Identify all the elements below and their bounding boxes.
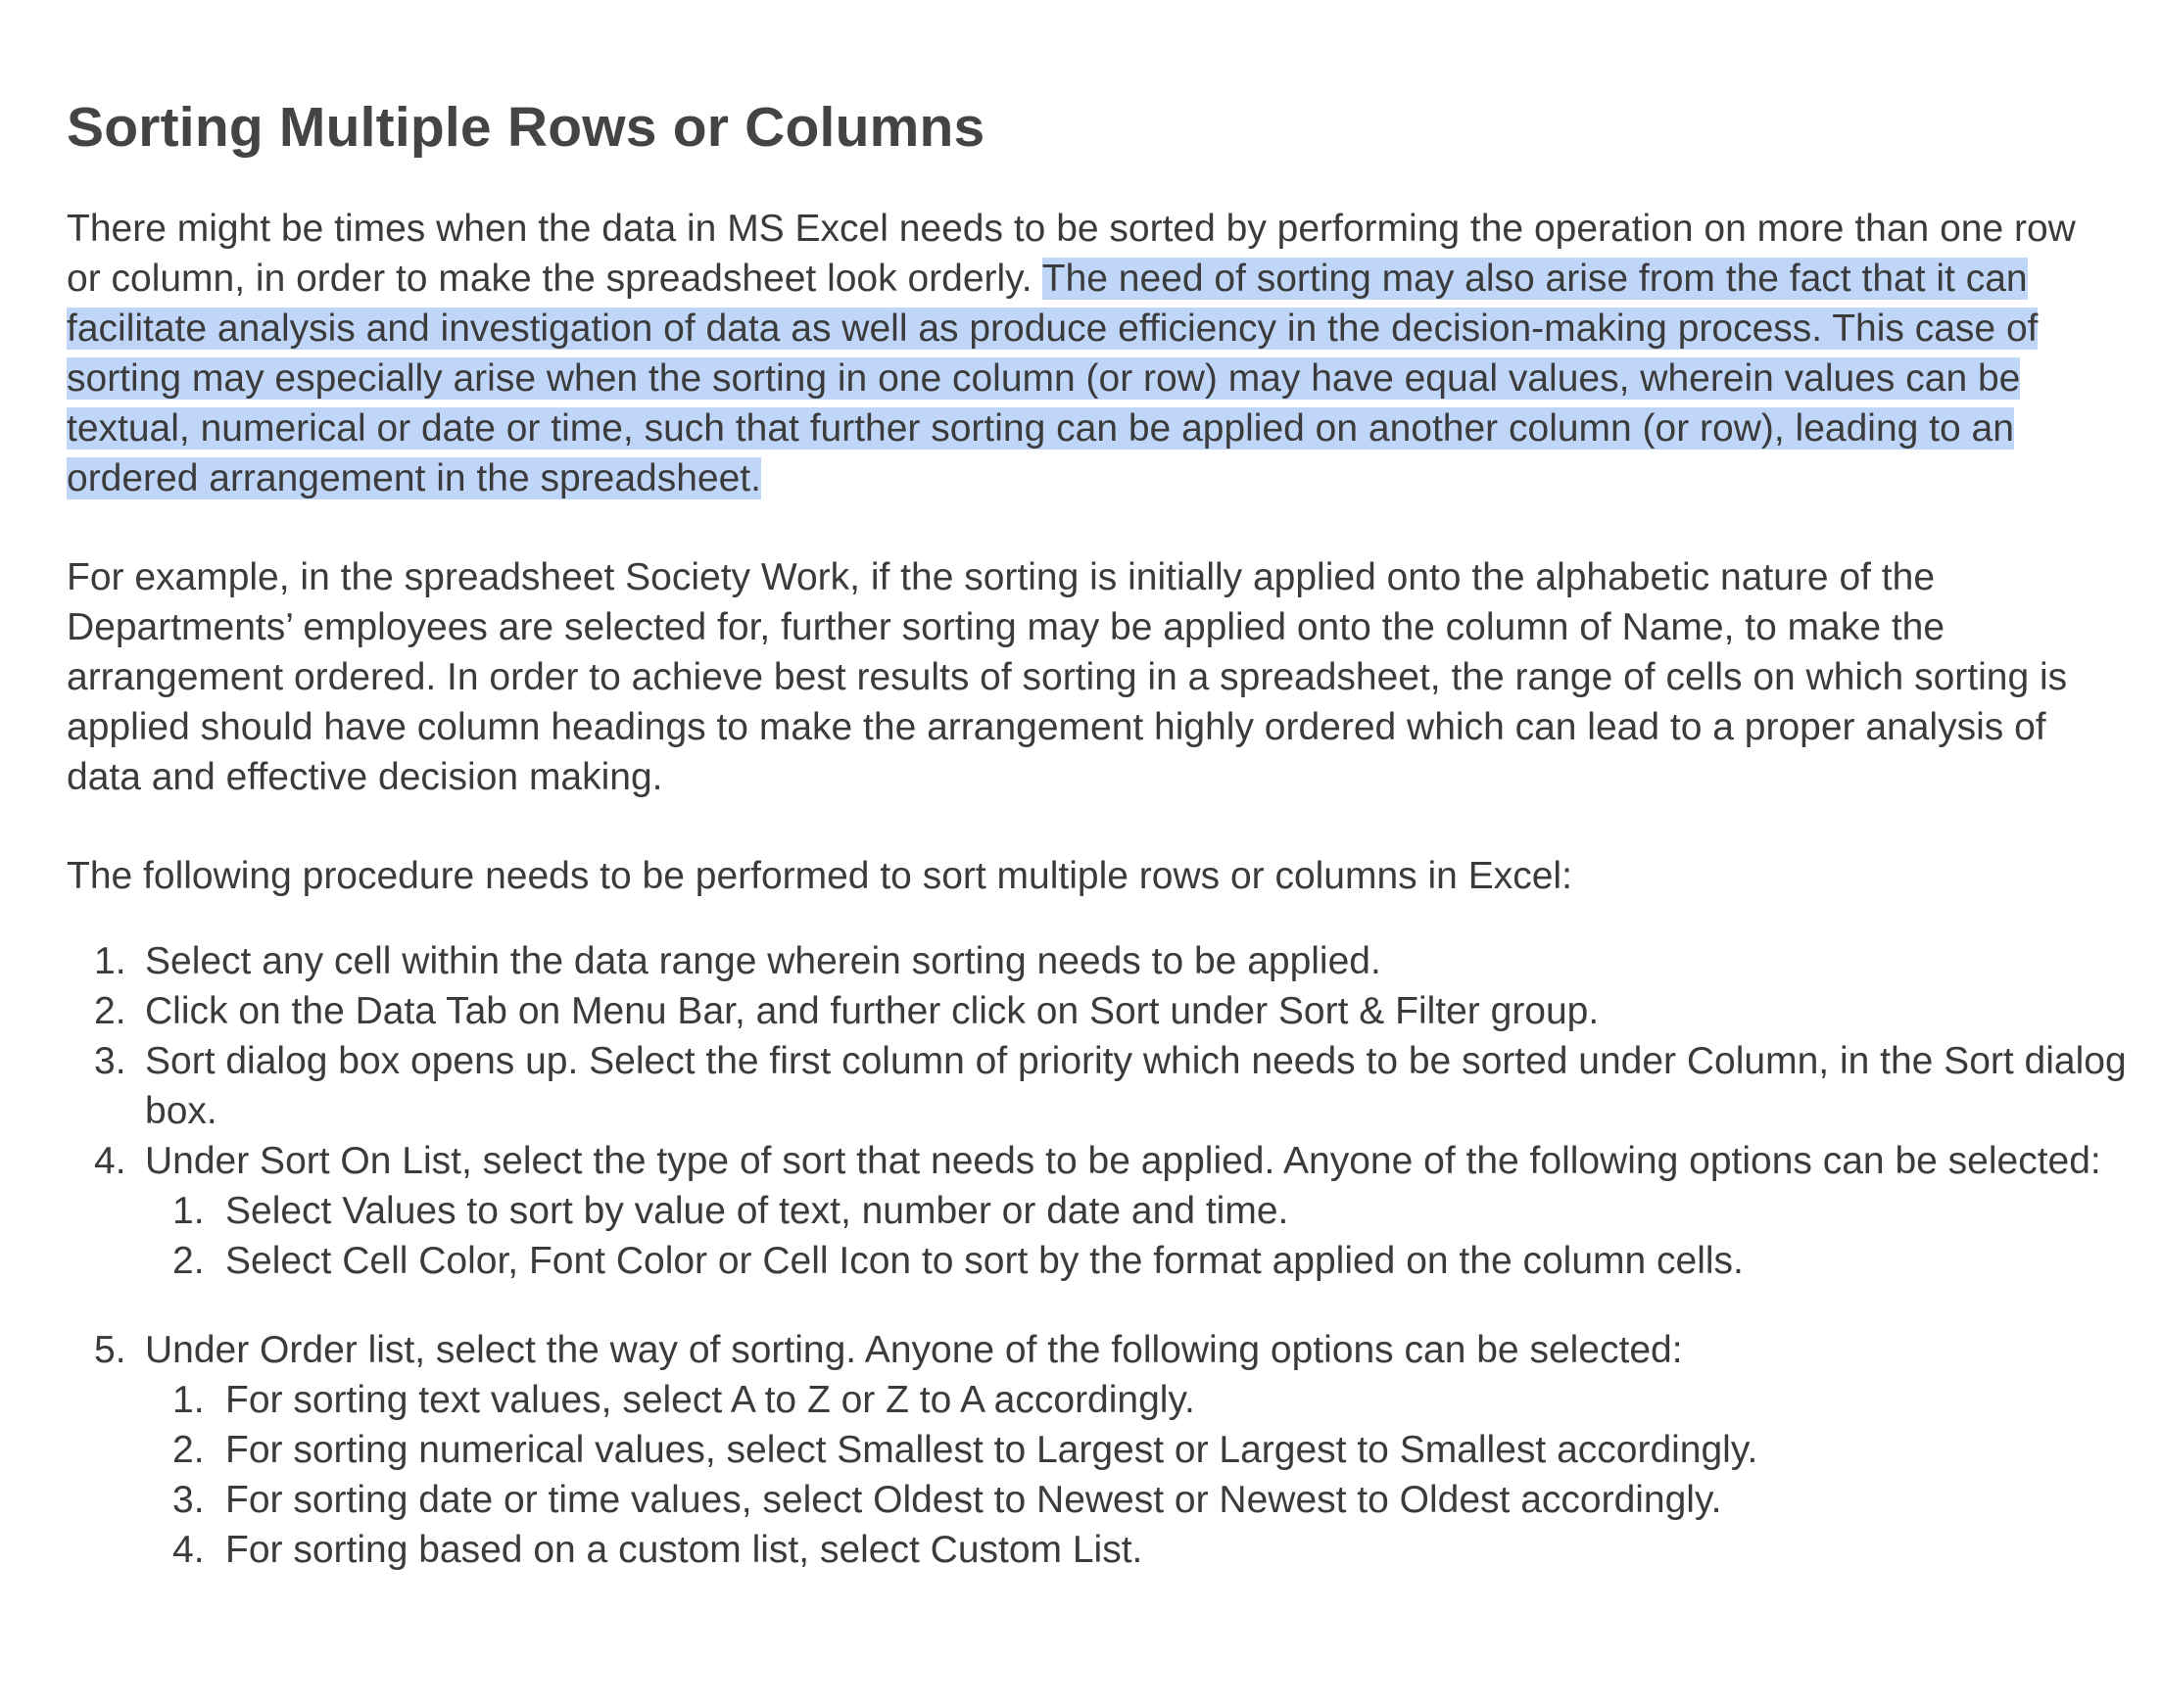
sub-step-number: 1. xyxy=(172,1379,205,1422)
step-text[interactable]: Select any cell within the data range wherein sorting needs to be applied. xyxy=(145,940,1381,983)
sub-list-item[interactable] xyxy=(145,1475,2143,1525)
sub-step-text[interactable]: For sorting text values, select A to Z or Z to A accordingly. xyxy=(225,1379,1195,1422)
step-number: 4. xyxy=(94,1140,126,1183)
sub-step-text[interactable]: For sorting date or time values, select Oldest to Newest or Newest to Oldest accordingly. xyxy=(225,1479,1722,1522)
list-item[interactable] xyxy=(67,1325,2143,1575)
sub-step-number: 4. xyxy=(172,1529,205,1572)
list-item[interactable] xyxy=(67,1136,2143,1286)
sub-step-number: 3. xyxy=(172,1479,205,1522)
step-text[interactable]: Click on the Data Tab on Menu Bar, and further click on Sort under Sort & Filter group. xyxy=(145,990,1600,1033)
step-number: 3. xyxy=(94,1040,126,1083)
sub-step-number: 1. xyxy=(172,1190,205,1233)
sub-list-item[interactable] xyxy=(145,1525,2143,1575)
step-text[interactable]: Under Sort On List, select the type of sort that needs to be applied. Anyone of the following options can be selected: xyxy=(145,1140,2101,1183)
sub-list-item[interactable] xyxy=(145,1425,2143,1475)
sub-step-number: 2. xyxy=(172,1240,205,1283)
selected-text[interactable]: The need of sorting may also arise from the fact that it can facilitate analysis and investigation of data as well as produce efficiency in the decision-making process. This case of sorting may especially arise when the sorting in one column (or row) may have equal values, wherein values can be textual, numerical or date or time, such that further sorting can be applied on another column (or row), leading to an ordered arrangement in the spreadsheet. xyxy=(67,258,2039,500)
step-number: 2. xyxy=(94,990,126,1033)
sub-list xyxy=(145,1186,2143,1286)
intro-paragraph[interactable] xyxy=(67,204,2085,503)
sub-step-text[interactable]: For sorting based on a custom list, select Custom List. xyxy=(225,1529,1143,1572)
intro-plain-text[interactable]: There might be times when the data in MS Excel needs to be sorted by performing the operation on more than one row or column, in order to make the spreadsheet look orderly. xyxy=(67,208,2076,301)
steps-list xyxy=(67,936,2127,1575)
sub-list-item[interactable] xyxy=(145,1186,2143,1236)
step-number: 1. xyxy=(94,940,126,983)
page-title: Sorting Multiple Rows or Columns xyxy=(67,96,985,159)
list-item[interactable] xyxy=(67,1036,2143,1136)
list-item[interactable] xyxy=(67,986,2143,1036)
list-item[interactable] xyxy=(67,936,2143,986)
sub-step-text[interactable]: Select Values to sort by value of text, number or date and time. xyxy=(225,1190,1289,1233)
procedure-intro[interactable]: The following procedure needs to be performed to sort multiple rows or columns in Excel: xyxy=(67,855,1572,898)
sub-step-number: 2. xyxy=(172,1429,205,1472)
sub-list-item[interactable] xyxy=(145,1236,2143,1286)
sub-step-text[interactable]: Select Cell Color, Font Color or Cell Icon to sort by the format applied on the column cells. xyxy=(225,1240,1744,1283)
step-number: 5. xyxy=(94,1329,126,1372)
sub-step-text[interactable]: For sorting numerical values, select Smallest to Largest or Largest to Smallest accordingly. xyxy=(225,1429,1758,1472)
sub-list-item[interactable] xyxy=(145,1375,2143,1425)
example-paragraph[interactable]: For example, in the spreadsheet Society Work, if the sorting is initially applied onto the alphabetic nature of the Departments’ employees are selected for, further sorting may be applied onto the column of Name, to make the arrangement ordered. In order to achieve best results of sorting in a spreadsheet, the range of cells on which sorting is applied should have column headings to make the arrangement highly ordered which can lead to a proper analysis of data and effective decision making. xyxy=(67,556,2068,799)
sub-list xyxy=(145,1375,2143,1575)
step-text[interactable]: Sort dialog box opens up. Select the first column of priority which needs to be sorted under Column, in the Sort dialog box. xyxy=(145,1040,2127,1133)
step-text[interactable]: Under Order list, select the way of sorting. Anyone of the following options can be selected: xyxy=(145,1329,1683,1372)
